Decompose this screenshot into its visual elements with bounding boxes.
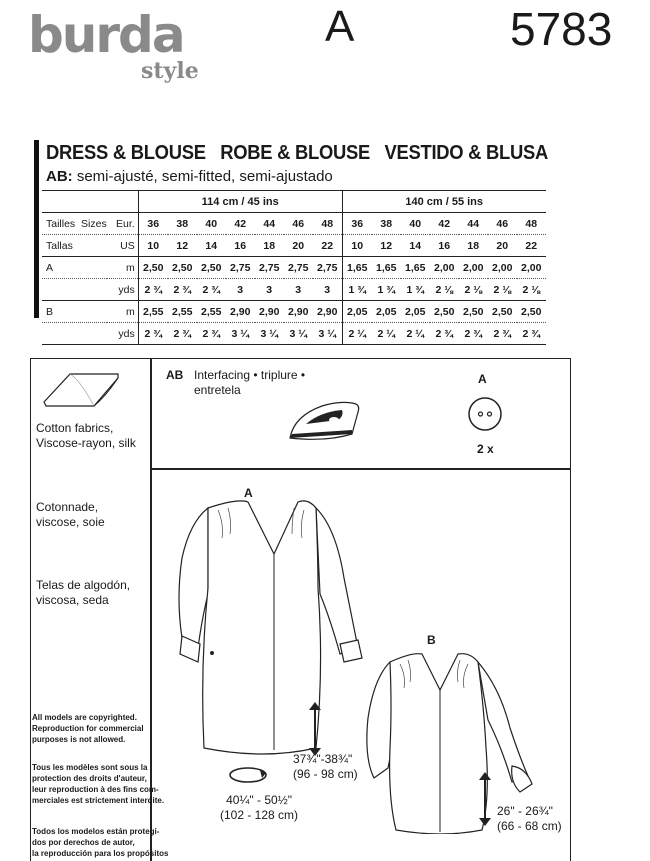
yardage-value: 2,05 bbox=[342, 301, 372, 323]
dress-a-length: 37¾"-38¾" (96 - 98 cm) bbox=[293, 752, 358, 781]
width-header-114: 114 cm / 45 ins bbox=[138, 191, 342, 213]
copyright-fr: Tous les modèles sont sous la protection des droits d'auteur, leur reproduction à des fins com- merciales est strictement interdite. bbox=[32, 763, 165, 805]
button-view-label: A bbox=[478, 372, 487, 386]
yardage-value: 2,50 bbox=[197, 257, 226, 279]
pattern-title: DRESS & BLOUSE ROBE & BLOUSE VESTIDO & BLUSA bbox=[46, 142, 549, 164]
yardage-value: 2,90 bbox=[255, 301, 284, 323]
eur-size: 44 bbox=[459, 213, 488, 235]
eur-size: 38 bbox=[168, 213, 197, 235]
view-letter: A bbox=[325, 2, 355, 51]
yardage-value: 2,50 bbox=[517, 301, 546, 323]
yardage-value: 2 ¾ bbox=[488, 323, 517, 345]
yardage-value: 2 ¾ bbox=[430, 323, 459, 345]
eur-size: 44 bbox=[255, 213, 284, 235]
subtitle-prefix: AB: bbox=[46, 168, 73, 185]
fabric-swatch-icon bbox=[40, 366, 122, 410]
yardage-value: 2,55 bbox=[168, 301, 197, 323]
length-arrow-b bbox=[478, 770, 492, 828]
yardage-value: 2 ¾ bbox=[197, 323, 226, 345]
notions-divider-horizontal bbox=[150, 468, 571, 470]
yardage-value: 3 ¼ bbox=[226, 323, 255, 345]
eur-size: 42 bbox=[430, 213, 459, 235]
yardage-value: 2,75 bbox=[226, 257, 255, 279]
yardage-value: 2 ¾ bbox=[517, 323, 546, 345]
eur-size: 42 bbox=[226, 213, 255, 235]
eur-size: 36 bbox=[342, 213, 372, 235]
fabric-suggestions-es: Telas de algodón, viscosa, seda bbox=[36, 578, 131, 607]
us-size: 16 bbox=[430, 235, 459, 257]
yardage-value: 2 ⅛ bbox=[517, 279, 546, 301]
us-size: 10 bbox=[138, 235, 168, 257]
yardage-value: 2,00 bbox=[459, 257, 488, 279]
yardage-value: 3 bbox=[284, 279, 313, 301]
row-label-a: A bbox=[42, 257, 107, 279]
interfacing-view-label: AB bbox=[166, 368, 184, 382]
yardage-value: 2,55 bbox=[138, 301, 168, 323]
unit-yds: yds bbox=[107, 323, 139, 345]
yardage-value: 2 ¾ bbox=[459, 323, 488, 345]
yardage-value: 2 ¼ bbox=[342, 323, 372, 345]
yardage-value: 2,05 bbox=[401, 301, 430, 323]
yardage-value: 2,00 bbox=[488, 257, 517, 279]
eur-size: 46 bbox=[488, 213, 517, 235]
button-count: 2 x bbox=[477, 442, 494, 456]
eur-size: 48 bbox=[313, 213, 343, 235]
eur-size: 48 bbox=[517, 213, 546, 235]
iron-icon bbox=[286, 394, 362, 446]
blouse-b-length: 26" - 26¾" (66 - 68 cm) bbox=[497, 804, 562, 833]
unit-us: US bbox=[107, 235, 139, 257]
label-sizes: Tailles Sizes bbox=[42, 213, 107, 235]
yardage-value: 1,65 bbox=[342, 257, 372, 279]
eur-size: 46 bbox=[284, 213, 313, 235]
yardage-value: 2,50 bbox=[488, 301, 517, 323]
yardage-value: 2,05 bbox=[372, 301, 401, 323]
unit-eur: Eur. bbox=[107, 213, 139, 235]
yardage-value: 2,90 bbox=[313, 301, 343, 323]
unit-m: m bbox=[107, 301, 139, 323]
yardage-value: 1 ¾ bbox=[342, 279, 372, 301]
width-header-140: 140 cm / 55 ins bbox=[342, 191, 546, 213]
us-size: 20 bbox=[284, 235, 313, 257]
unit-yds: yds bbox=[107, 279, 139, 301]
yardage-value: 2 ¾ bbox=[197, 279, 226, 301]
logo-sub: style bbox=[141, 58, 199, 84]
subtitle-text: semi-ajusté, semi-fitted, semi-ajustado bbox=[72, 168, 333, 185]
yardage-value: 2,50 bbox=[138, 257, 168, 279]
interfacing-text: Interfacing • triplure • entretela bbox=[194, 368, 306, 397]
us-size: 14 bbox=[401, 235, 430, 257]
us-size: 14 bbox=[197, 235, 226, 257]
yardage-value: 1,65 bbox=[372, 257, 401, 279]
circumference-icon bbox=[226, 764, 270, 786]
yardage-value: 2 ¾ bbox=[138, 279, 168, 301]
length-arrow-a bbox=[308, 700, 322, 758]
us-size: 18 bbox=[459, 235, 488, 257]
eur-size: 36 bbox=[138, 213, 168, 235]
us-size: 10 bbox=[342, 235, 372, 257]
us-size: 12 bbox=[168, 235, 197, 257]
yardage-value: 2,90 bbox=[284, 301, 313, 323]
yardage-value: 2 ⅛ bbox=[430, 279, 459, 301]
yardage-value: 3 bbox=[255, 279, 284, 301]
hip-measurement: 40¼" - 50½" (102 - 128 cm) bbox=[220, 793, 299, 822]
us-size: 22 bbox=[517, 235, 546, 257]
yardage-value: 2 ¼ bbox=[401, 323, 430, 345]
pattern-number: 5783 bbox=[510, 3, 613, 55]
yardage-value: 2,50 bbox=[459, 301, 488, 323]
yardage-value: 1 ¾ bbox=[401, 279, 430, 301]
burda-style-logo bbox=[28, 6, 238, 86]
eur-size: 40 bbox=[401, 213, 430, 235]
eur-size: 38 bbox=[372, 213, 401, 235]
yardage-value: 2,50 bbox=[168, 257, 197, 279]
yardage-value: 2 ¾ bbox=[138, 323, 168, 345]
fabric-suggestions-fr: Cotonnade, viscose, soie bbox=[36, 500, 105, 529]
row-label-b: B bbox=[42, 301, 107, 323]
yardage-table bbox=[42, 190, 546, 345]
yardage-value: 2,75 bbox=[284, 257, 313, 279]
us-size: 12 bbox=[372, 235, 401, 257]
yardage-value: 2,75 bbox=[313, 257, 343, 279]
us-size: 20 bbox=[488, 235, 517, 257]
yardage-value: 3 bbox=[313, 279, 343, 301]
copyright-en: All models are copyrighted. Reproduction for commercial purposes is not allowed. bbox=[32, 713, 144, 744]
yardage-value: 2 ¾ bbox=[168, 279, 197, 301]
us-size: 18 bbox=[255, 235, 284, 257]
us-size: 16 bbox=[226, 235, 255, 257]
yardage-value: 2,90 bbox=[226, 301, 255, 323]
button-icon bbox=[466, 395, 504, 433]
yardage-value: 2,75 bbox=[255, 257, 284, 279]
yardage-value: 3 bbox=[226, 279, 255, 301]
yardage-value: 1 ¾ bbox=[372, 279, 401, 301]
label-tallas: Tallas bbox=[42, 235, 107, 257]
yardage-value: 2 ¾ bbox=[168, 323, 197, 345]
yardage-value: 1,65 bbox=[401, 257, 430, 279]
yardage-value: 2 ¼ bbox=[372, 323, 401, 345]
pattern-subtitle bbox=[46, 168, 333, 185]
yardage-value: 2,55 bbox=[197, 301, 226, 323]
yardage-value: 2,00 bbox=[517, 257, 546, 279]
dress-a-illustration bbox=[168, 498, 378, 760]
us-size: 22 bbox=[313, 235, 343, 257]
yardage-value: 3 ¼ bbox=[284, 323, 313, 345]
fabric-suggestions-en: Cotton fabrics, Viscose-rayon, silk bbox=[36, 421, 136, 450]
view-b-label: B bbox=[427, 633, 436, 647]
copyright-es: Todos los modelos están protegi- dos por derechos de autor, la reproducción para los propósitos bbox=[32, 827, 169, 858]
yardage-value: 2,50 bbox=[430, 301, 459, 323]
eur-size: 40 bbox=[197, 213, 226, 235]
view-a-label: A bbox=[244, 486, 253, 500]
yardage-value: 2 ⅛ bbox=[488, 279, 517, 301]
title-accent-bar bbox=[34, 140, 39, 318]
unit-m: m bbox=[107, 257, 139, 279]
yardage-value: 2 ⅛ bbox=[459, 279, 488, 301]
yardage-value: 3 ¼ bbox=[313, 323, 343, 345]
logo-brand: burda bbox=[28, 6, 184, 64]
yardage-value: 2,00 bbox=[430, 257, 459, 279]
yardage-value: 3 ¼ bbox=[255, 323, 284, 345]
